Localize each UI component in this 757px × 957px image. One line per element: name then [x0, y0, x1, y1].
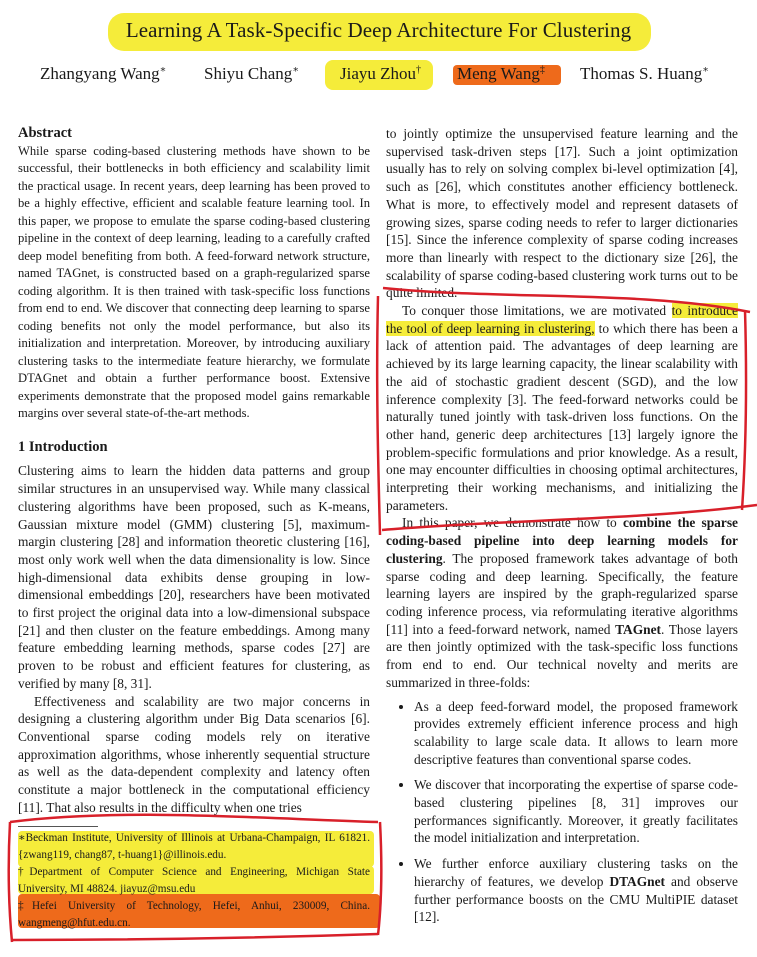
ink-footnote-left-line: [9, 822, 12, 942]
ink-box-right-line: [742, 310, 746, 510]
footnote-3: ‡Hefei University of Technology, Hefei, Anhui, 230009, China. wangmeng@hfut.edu.cn.: [18, 900, 370, 929]
list-item: • We discover that incorporating the expertise of sparse code-based clustering pipelines [8, 31] improves our performances significantly. Moreover, it greatly facilitates the model initialization and interpretation.: [414, 776, 738, 847]
right-paragraph-3: In this paper, we demonstrate how to combine the sparse coding-based pipeline into deep learning models for clustering. The proposed framework takes advantage of both sparse coding and deep learning. Specifically, the feature learning layers are inspired by the graph-regularized sparse coding inference process, via reformulating iterative algorithms [11] into a feed-forward network, named TAGnet. Those layers are then jointly optimized with the task-specific loss functions from end to end. Our technical novelty and merits are summarized in three-folds:: [386, 515, 739, 690]
author-3: Jiayu Zhou†: [340, 64, 422, 83]
ink-footnote-right-line: [378, 822, 381, 935]
paper-title: Learning A Task-Specific Deep Architecture For Clustering: [125, 18, 632, 42]
author-2: Shiyu Chang∗: [204, 64, 300, 83]
right-paragraph-1: to jointly optimize the unsupervised feature learning and the supervised task-driven steps [17]. Such a joint optimization usually has to rely on solving complex bi-level optimization [4], such as [26], which constitutes another efficiency bottleneck. What is more, to effectively model and represent datasets of growing sizes, sparse coding needs to refer to larger dictionaries [15]. Since the inference complexity of sparse coding increases more than linearly with respect to the dictionary size [26], the scalability of sparse coding-based clustering work turns out to be quite limited.: [386, 126, 738, 301]
abstract-heading: Abstract: [18, 125, 72, 141]
author-5: Thomas S. Huang∗: [580, 64, 710, 83]
author-4: Meng Wang‡: [457, 64, 545, 83]
abstract-text: While sparse coding-based clustering methods have shown to be successful, their bottlenecks in both efficiency and scalability limit the practical usage. In recent years, deep learning has been proved to be a highly effective, efficient and scalable feature learning tool. In this paper, we propose to emulate the sparse coding-based clustering pipeline in the context of deep learning, leading to a carefully crafted deep model benefiting from both. A feed-forward network structure, named TAGnet, is constructed based on a graph-regularized sparse coding algorithm. It is then trained with task-specific loss functions from end to end. We discover that connecting deep learning to sparse coding benefits not only the model performance, but also its initialization and interpretation. Moreover, by introducing auxiliary clustering tasks to the intermediate feature hierarchy, we formulate DTAGnet and obtain a further performance boost. Extensive experiments demonstrate that the proposed model gains remarkable margins over several state-of-the-art methods.: [18, 143, 370, 421]
highlighted-phrase: to introduce the tool of deep learning in clustering,: [386, 303, 738, 336]
intro-heading: 1 Introduction: [18, 438, 108, 455]
list-item: • We further enforce auxiliary clustering tasks on the hierarchy of features, we develop DTAGnet and observe further performance boosts on the CMU MultiPIE dataset [12].: [414, 855, 738, 926]
ink-box-left-line: [377, 296, 380, 535]
ink-box-bottom-line: [382, 505, 757, 530]
list-item: • As a deep feed-forward model, the proposed framework provides extremely efficient inference process and high scalability to large scale data. It allows to learn more descriptive features than conventional sparse codes.: [414, 698, 738, 769]
intro-paragraph-1: Clustering aims to learn the hidden data patterns and group similar structures in an unsupervised way. While many classical clustering algorithms have been proposed, such as K-means, Gaussian mixture model (GMM) clustering [5], maximum-margin clustering [28] and information theoretic clustering [16], most only work well when the data dimensionality is low. Since high-dimensional data exhibits dense grouping in low-dimensional embeddings [20], researchers have been motivated to first project the original data into a low-dimensional subspace [21] and then cluster on the feature embeddings. Among many feature embedding learning methods, sparse codes [27] are proven to be robust and efficient features for clustering, as verified by many [8, 31].: [18, 463, 370, 691]
ink-footnote-bottom-line: [12, 934, 378, 940]
right-paragraph-2: To conquer those limitations, we are motivated to introduce the tool of deep learning in clustering, to which there has been a lack of attention paid. The advantages of deep learning are achieved by its large learning capacity, the linear scalability with the aid of stochastic gradient descent (SGD), and the low inference complexity [3]. The feed-forward networks could be naturally tuned jointly with task-driven loss functions. On the other hand, generic deep architectures [13] largely ignore the problem-specific formulations and prior knowledge. As a result, one may encounter difficulties in choosing optimal architectures, interpreting their working mechanisms, and initializing the parameters.: [386, 303, 738, 513]
ink-footnote-top-line: [10, 815, 378, 822]
footnote-1: ∗Beckman Institute, University of Illinois at Urbana-Champaign, IL 61821. {zwang119, chang87, t-huang1}@illinois.edu.: [18, 832, 370, 861]
ink-box-top-line: [383, 288, 750, 312]
footnote-2: †Department of Computer Science and Engineering, Michigan State University, MI 48824. jiayuz@msu.edu: [18, 866, 370, 895]
intro-paragraph-2: Effectiveness and scalability are two major concerns in designing a clustering algorithm under Big Data scenarios [6]. Conventional sparse coding models rely on iterative approximation algorithms, whose inherently sequential structure as well as the data-dependent complexity and latency often constitute a major bottleneck in the computational efficiency [11]. That also results in the difficulty when one tries: [18, 693, 370, 815]
author-1: Zhangyang Wang∗: [40, 64, 167, 83]
